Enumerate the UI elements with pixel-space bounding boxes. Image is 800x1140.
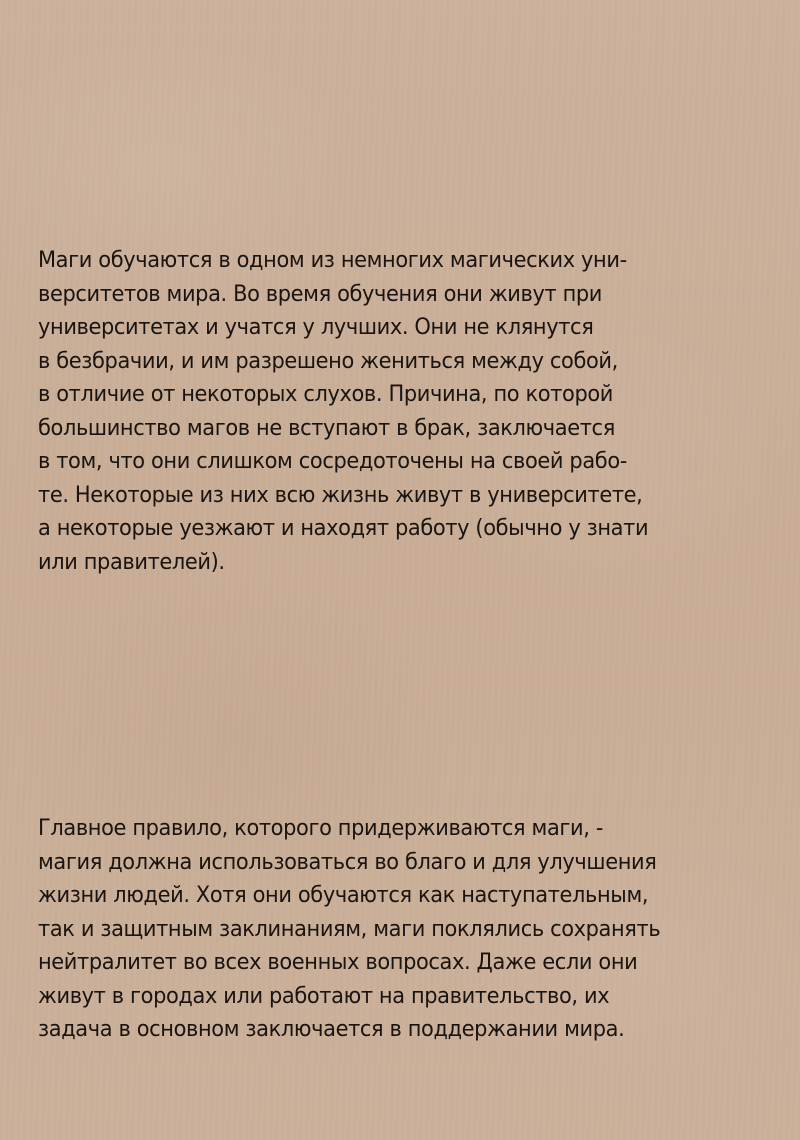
text-line: живут в городах или работают на правительство, их (38, 982, 610, 1009)
text-line: нейтралитет во всех военных вопросах. Даже если они (38, 949, 638, 975)
text-line: в безбрачии, и им разрешено жениться между собой, (38, 347, 618, 374)
paragraph-mage-education (38, 244, 778, 579)
text-line: Главное правило, которого придерживаются маги, - (38, 815, 604, 841)
text-line: или правителей). (38, 548, 225, 575)
text-line: те. Некоторые из них всю жизнь живут в университете, (38, 481, 643, 508)
text-line: жизни людей. Хотя они обучаются как наступательным, (38, 882, 649, 908)
text-line: университетах и учатся у лучших. Они не клянутся (38, 314, 594, 340)
text-line: в отличие от некоторых слухов. Причина, по которой (38, 381, 614, 407)
text-line: задача в основном заключается в поддержании мира. (38, 1016, 625, 1042)
text-line: так и защитным заклинаниям, маги поклялись сохранять (38, 915, 661, 942)
text-line: верситетов мира. Во время обучения они живут при (38, 280, 603, 307)
paragraph-mage-rule (38, 812, 778, 1047)
text-line: магия должна использоваться во благо и для улучшения (38, 848, 657, 875)
text-line: Маги обучаются в одном из немногих магических уни- (38, 247, 627, 273)
text-line: в том, что они слишком сосредоточены на своей рабо- (38, 448, 627, 474)
text-line: большинство магов не вступают в брак, заключается (38, 414, 615, 441)
text-line: а некоторые уезжают и находят работу (обычно у знати (38, 515, 649, 541)
